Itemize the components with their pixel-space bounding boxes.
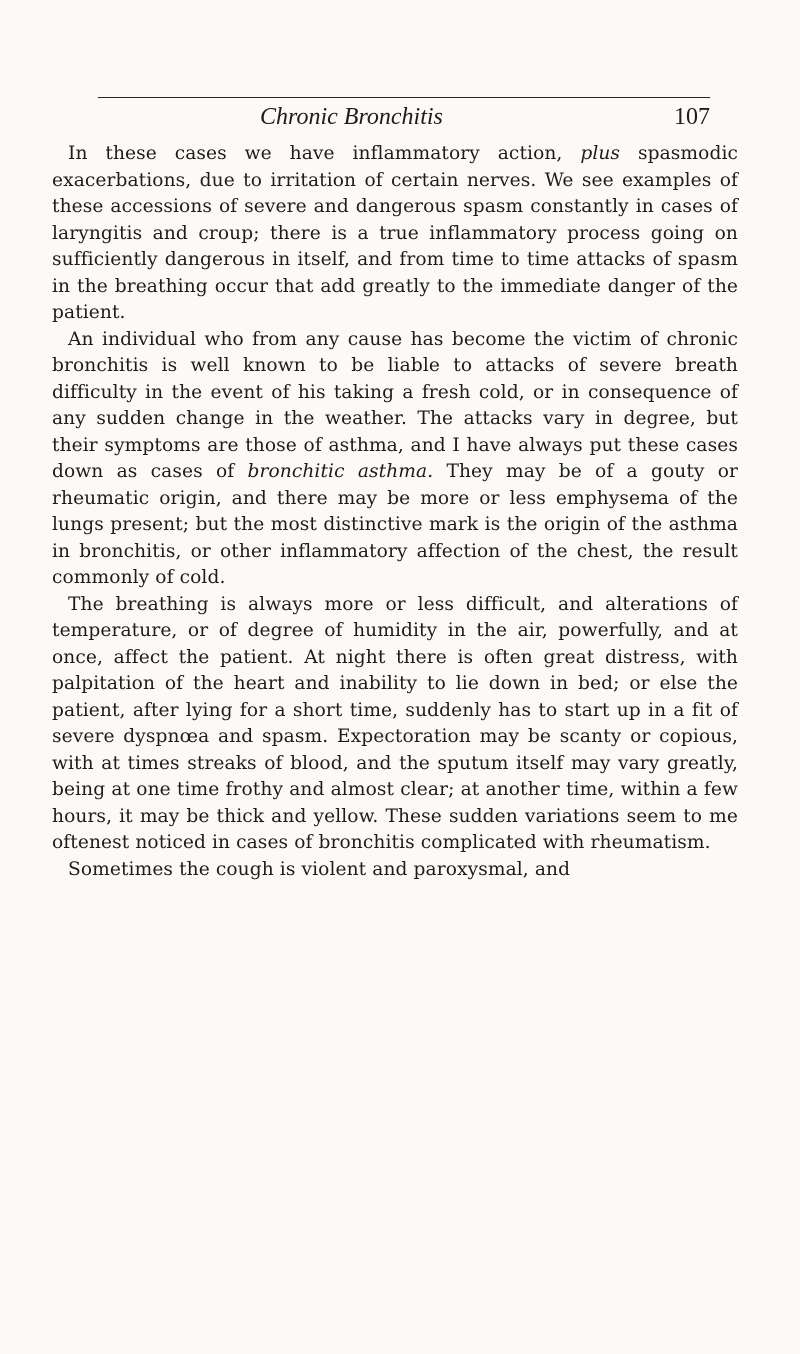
paragraph-1 bbox=[52, 141, 738, 327]
running-title: Chronic Bronchitis bbox=[260, 104, 443, 130]
paragraph-1-text-a: In these cases we have inflammatory action, bbox=[68, 143, 581, 164]
header-rule bbox=[98, 97, 710, 98]
paragraph-2-text-a: An individual who from any cause has become the victim of chronic bronchitis is well known to be liable to attacks of severe breath difficulty in the event of his taking a fresh cold, or in consequence of any sudden change in the weather. The attacks vary in degree, but their symptoms are those of asthma, and I have always put these cases down as cases of bbox=[52, 328, 738, 482]
paragraph-1-emphasis: plus bbox=[580, 143, 621, 164]
paragraph-1-text-b: spasmodic exacerbations, due to irritation of certain nerves. We see examples of these accessions of severe and dangerous spasm constantly in cases of laryngitis and croup; there is a true inflammatory process going on sufficiently dangerous in itself, and from time to time attacks of spasm in the breathing occur that add greatly to the immediate danger of the patient. bbox=[52, 143, 739, 323]
body-text bbox=[52, 141, 738, 883]
running-header bbox=[98, 104, 710, 138]
paragraph-3: The breathing is always more or less difficult, and alterations of temperature, or of degree of humidity in the air, powerfully, and at once, affect the patient. At night there is often great distress, with palpitation of the heart and inability to lie down in bed; or else the patient, after lying for a short time, suddenly has to start up in a fit of severe dyspnœa and spasm. Expectoration may be scanty or copious, with at times streaks of blood, and the sputum itself may vary greatly, being at one time frothy and almost clear; at another time, within a few hours, it may be thick and yellow. These sudden variations seem to me oftenest noticed in cases of bronchitis complicated with rheumatism. bbox=[52, 593, 738, 853]
paragraph-2 bbox=[52, 327, 738, 592]
paragraph-2-text-b: They may be of a gouty or rheumatic origin, and there may be more or less emphysema of the lungs present; but the most distinctive mark is the origin of the asthma in bronchitis, or other inflammatory affection of the chest, the result commonly of cold. bbox=[52, 461, 738, 588]
paragraph-2-emphasis: bronchitic asthma. bbox=[247, 461, 434, 482]
paragraph-4: Sometimes the cough is violent and paroxysmal, and bbox=[68, 858, 571, 880]
page-number: 107 bbox=[674, 104, 710, 130]
